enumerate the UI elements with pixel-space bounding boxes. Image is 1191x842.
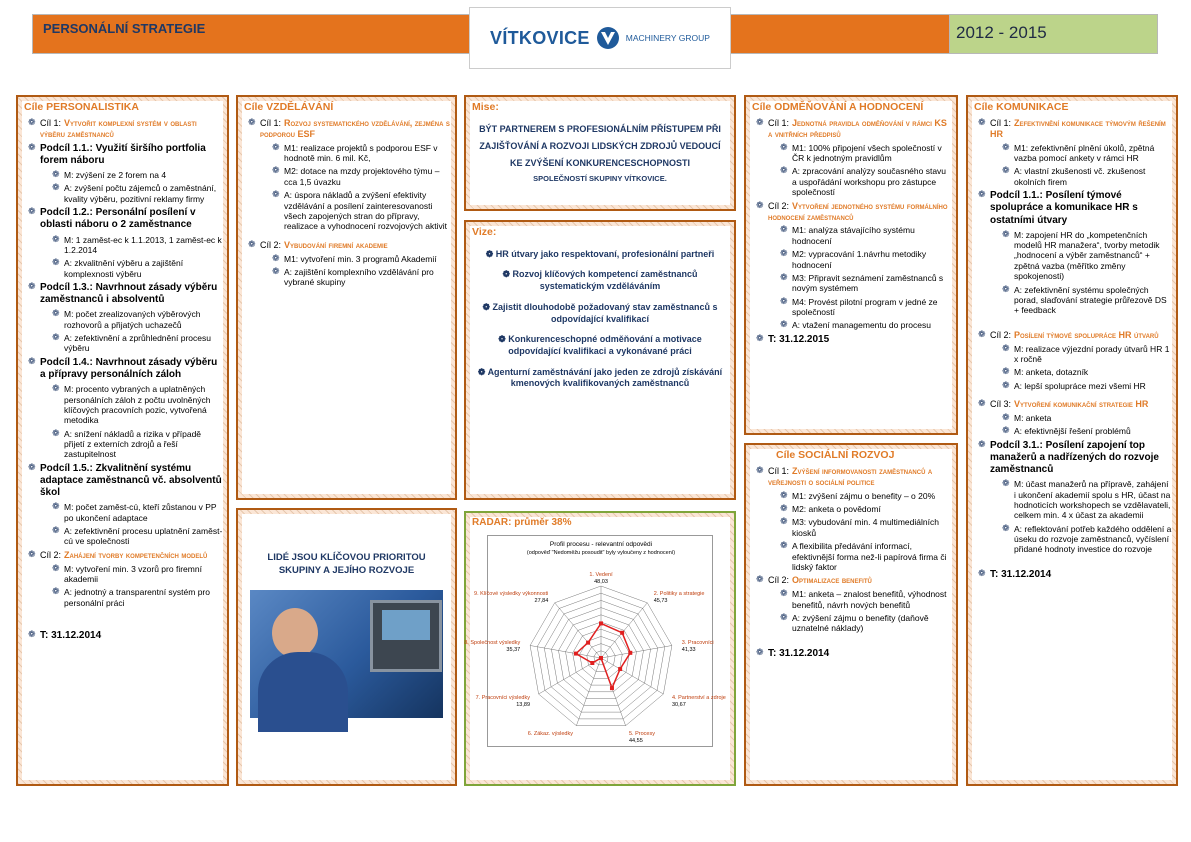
aim: ❁ A: vlastní zkušenosti vč. zkušenost okolních firem [1002, 165, 1146, 187]
bullet-icon: ❁ [780, 224, 788, 235]
bullet-icon: ❁ [780, 588, 788, 599]
aim: ❁ A: efektivnější řešení problémů [1002, 425, 1131, 437]
radar-point [590, 661, 594, 665]
bullet-icon: ❁ [272, 265, 280, 276]
bullet-icon: ❁ [52, 257, 60, 268]
goal-3: ❁ Cíl 3: Vytvoření komunikační strategie HR [978, 398, 1149, 410]
bullet-icon: ❁ [52, 586, 60, 597]
header-title: PERSONÁLNÍ STRATEGIE [43, 21, 206, 36]
goal-2: ❁ Cíl 2: Posílení týmové spolupráce HR útvarů [978, 328, 1159, 340]
bullet-icon: ❁ [28, 629, 36, 640]
goal-1: ❁ Cíl 1: Zvýšení informovanosti zaměstnanců a veřejnosti o sociální politice [756, 464, 933, 487]
aim: ❁ A: jednotný a transparentní systém pro personální práci [52, 586, 210, 608]
goal-1: ❁ Cíl 1: Jednotná pravidla odměňování v rámci KS a vnitřních předpisů [756, 116, 947, 139]
radar-axis [601, 603, 647, 658]
bullet-icon: ❁ [1002, 342, 1010, 353]
goal-1: ❁ Cíl 1: Vytvořit komplexní systém v oblasti výběru zaměstnanců [28, 116, 197, 139]
box-title: RADAR: průměr 38% [472, 517, 572, 528]
bullet-icon: ❁ [978, 189, 986, 200]
box-komunikace [966, 95, 1178, 786]
aim: ❁ A: zpracování analýzy současného stavu a uspořádání workshopu pro zástupce společností [780, 165, 947, 198]
header-bar [32, 14, 1158, 54]
measure: ❁ M3: Připravit seznámení zaměstnanců s novým systémem [780, 271, 944, 294]
bullet-icon: ❁ [52, 233, 60, 244]
bullet-icon: ❁ [978, 116, 986, 127]
bullet-icon: ❁ [756, 464, 764, 475]
goal-2: ❁ Cíl 2: Vybudování firemní akademie [248, 238, 388, 250]
measure: ❁ M1: analýza stávajícího systému hodnocení [780, 224, 915, 246]
vision-item: ❁ Konkurenceschopné odměňování a motivace odpovídající kvalifikaci a vykonávané práci [498, 334, 702, 356]
bullet-icon: ❁ [52, 427, 60, 438]
bullet-icon: ❁ [477, 366, 488, 377]
subgoal-1-5: ❁ Podcíl 1.5.: Zkvalitnění systému adaptace zaměstnanců vč. absolventů škol [28, 461, 222, 499]
measure: ❁ M: realizace výjezdní porady útvarů HR 1 x ročně [1002, 342, 1170, 364]
measure: ❁ M: procento vybraných a uplatněných personálních záloh z počtu uvolněných klíčových pracovních pozic, vytvořená metodika [52, 383, 211, 426]
bullet-icon: ❁ [248, 116, 256, 127]
bullet-icon: ❁ [1002, 522, 1010, 533]
mise-text: BÝT PARTNEREM S PROFESIONÁLNÍM PŘÍSTUPEM PŘI ZAJIŠŤOVÁNÍ A ROZVOJI LIDSKÝCH ZDROJŮ VEDOUCÍ KE ZVÝŠENÍ KONKURENCESCHOPNOSTI SPOLEČNOSTÍ SKUPINY VÍTKOVICE. [479, 124, 721, 184]
box-title: Cíle VZDĚLÁVÁNÍ [244, 101, 334, 113]
measure: ❁ M: počet zaměst-cú, kteří zůstanou v PP po ukončení adaptace [52, 501, 217, 523]
goal-1: ❁ Cíl 1: Rozvoj systematického vzdělávání, zejména s podporou ESF [248, 116, 450, 139]
aim: ❁ A: úspora nákladů a zvýšení efektivity vzdělávání a posílení zainteresovanosti všech zapojených stran do přípravy, realizace a vyhodnocení rozvojových aktivit [272, 189, 447, 232]
bullet-icon: ❁ [756, 646, 764, 657]
radar-chart [464, 535, 726, 747]
box-title: Cíle PERSONALISTIKA [24, 101, 139, 113]
measure: ❁ M2: anketa o povědomí [780, 503, 881, 515]
radar-point [574, 652, 578, 656]
measure: ❁ M1: zefektivnění plnění úkolů, zpětná vazba pomocí ankety v rámci HR [1002, 141, 1155, 164]
radar-category-label: 9. Klíčové výsledky výkonnosti [474, 591, 549, 598]
bullet-icon: ❁ [756, 574, 764, 585]
measure: ❁ M3: vybudování min. 4 multimediálních kiosků [780, 516, 939, 538]
bullet-icon: ❁ [28, 355, 36, 366]
bullet-icon: ❁ [756, 332, 764, 343]
subgoal-1-1: ❁ Podcíl 1.1.: Posílení týmové spolupráce a komunikace HR s ostatními útvary [978, 189, 1138, 226]
bullet-icon: ❁ [272, 252, 280, 263]
bullet-icon: ❁ [1002, 141, 1010, 152]
bullet-icon: ❁ [780, 516, 788, 527]
radar-category-label: 7. Pracovníci výsledky [475, 695, 530, 701]
bullet-icon: ❁ [1002, 478, 1010, 489]
radar-value-label: 13,89 [516, 702, 530, 708]
aim: ❁ A: zefektivnění procesu uplatnění zaměst-cú ve společnosti [52, 524, 223, 547]
radar-point [599, 656, 603, 660]
aim: ❁ A: zajištění komplexního vzdělávání pro vybrané skupiny [272, 265, 434, 288]
subgoal-1-1: ❁ Podcíl 1.1.: Využití širšího portfolia forem náboru [28, 141, 206, 166]
aim: ❁ A: zvýšení počtu zájemců o zaměstnání, kvality výběru, pozitivní reklamy firmy [52, 182, 217, 204]
bullet-icon: ❁ [978, 328, 986, 339]
aim: ❁ A: snížení nákladů a rizika v případě přijetí z externích zdrojů a řeší zastupitelnost [52, 427, 202, 460]
bullet-icon: ❁ [28, 461, 36, 472]
bullet-icon: ❁ [248, 238, 256, 249]
bullet-icon: ❁ [482, 301, 493, 312]
box-title: Vize: [472, 226, 497, 238]
photo-screen [382, 610, 430, 640]
aim: ❁ A flexibilita předávání informací, efektivnější forma než-li papírová firma či lidský faktor [780, 540, 947, 572]
term: ❁ T: 31.12.2014 [28, 629, 102, 642]
bullet-icon: ❁ [780, 248, 788, 259]
bullet-icon: ❁ [780, 271, 788, 282]
radar-axis [601, 645, 672, 658]
bullet-icon: ❁ [52, 524, 60, 535]
bullet-icon: ❁ [52, 169, 60, 180]
bullet-icon: ❁ [28, 281, 36, 291]
box-personalistika [16, 95, 229, 786]
bullet-icon: ❁ [1002, 411, 1010, 422]
radar-point [610, 686, 614, 690]
bullet-icon: ❁ [780, 295, 788, 306]
box-title: Cíle ODMĚŇOVÁNÍ A HODNOCENÍ [752, 101, 924, 113]
bullet-icon: ❁ [1002, 283, 1010, 294]
box-radar [464, 511, 736, 786]
aim: ❁ A: zefektivnění a zprůhlednění procesu výběru [52, 332, 211, 354]
box-vzdelavani [236, 95, 457, 500]
radar-value-label: 45,73 [653, 598, 668, 605]
measure: ❁ M1: vytvoření min. 3 programů Akademií [272, 252, 437, 264]
measure: ❁ M1: 100% připojení všech společností v ČR k jednotným pravidlům [780, 141, 942, 164]
bullet-icon: ❁ [780, 503, 788, 514]
box-vize [464, 220, 736, 500]
header-years: 2012 - 2015 [949, 15, 1157, 53]
photo-body [258, 652, 348, 732]
radar-value-label: 30,67 [672, 702, 686, 708]
radar-point [586, 641, 590, 645]
bullet-icon: ❁ [780, 319, 788, 330]
measure: ❁ M: 1 zaměst-ec k 1.1.2013, 1 zaměst-ec k 1.2.2014 [52, 233, 222, 255]
vision-item: ❁ Zajistit dlouhodobě požadovaný stav zaměstnanců s odpovídající kvalifikací [482, 301, 718, 324]
bullet-icon: ❁ [485, 248, 496, 259]
bullet-icon: ❁ [498, 334, 509, 345]
bullet-icon: ❁ [756, 116, 764, 127]
worker-photo [250, 590, 443, 718]
subgoal-1-3: ❁ Podcíl 1.3.: Navrhnout zásady výběru zaměstnanců i absolventů [28, 281, 218, 306]
radar-point [628, 651, 632, 655]
bullet-icon: ❁ [52, 501, 60, 512]
radar-point [620, 631, 624, 635]
radar-category-label: 2. Politiky a strategie [653, 591, 705, 598]
priority-text: LIDÉ JSOU KLÍČOVOU PRIORITOU SKUPINY A JEJÍHO ROZVOJE [267, 552, 426, 576]
radar-category-label: 5. Procesy [629, 731, 655, 738]
radar-point [599, 621, 603, 625]
bullet-icon: ❁ [28, 548, 36, 559]
bullet-icon: ❁ [28, 206, 36, 217]
radar-category-label: 6. Zákaz. výsledky [527, 731, 573, 738]
bullet-icon: ❁ [978, 438, 986, 449]
bullet-icon: ❁ [780, 540, 788, 551]
radar-category-label: 1. Vedení [589, 572, 613, 578]
measure: ❁ M1: realizace projektů s podporou ESF v hodnotě min. 6 mil. Kč, [272, 141, 438, 164]
bullet-icon: ❁ [52, 308, 60, 319]
bullet-icon: ❁ [780, 165, 788, 176]
subgoal-1-4: ❁ Podcíl 1.4.: Navrhnout zásady výběru a přípravy personálních záloh [28, 355, 218, 380]
box-title: Cíle SOCIÁLNÍ ROZVOJ [776, 449, 895, 461]
box-title: Cíle KOMUNIKACE [974, 101, 1069, 113]
box-priority [236, 508, 457, 786]
bullet-icon: ❁ [272, 189, 280, 200]
measure: ❁ M1: zvýšení zájmu o benefity – o 20% [780, 489, 936, 501]
chart-subtitle: (odpověď "Nedoměžu posoudit" byly vyloučeny z hodnocení) [526, 550, 676, 556]
measure: ❁ M: zapojení HR do „kompetenčních modelů HR manažera“, tvorby metodik „hodnocení a výběr zaměstnanců“ + zpětná vazba (měřítko změny spokojenosti) [1002, 228, 1160, 282]
vision-item: ❁ Agenturní zaměstnávání jako jeden ze zdrojů získávání kmenových kvalifikovaných zaměstnanců [477, 366, 723, 389]
bullet-icon: ❁ [52, 332, 60, 343]
radar-value-label: 27,84 [534, 598, 549, 605]
term: ❁ T: 31.12.2014 [978, 567, 1052, 580]
aim: ❁ A: reflektování potřeb každého oddělení a úseku do rozvoje zaměstnanců, vyčíslení přidané hodnoty investice do rozvoje [1002, 522, 1172, 555]
measure: ❁ M4: Provést pilotní program v jedné ze společností [780, 295, 938, 317]
company-logo [469, 7, 731, 69]
bullet-icon: ❁ [978, 567, 986, 578]
radar-category-label: 4. Partnerství a zdroje [672, 695, 726, 701]
bullet-icon: ❁ [28, 116, 36, 127]
aim: ❁ A: lepší spolupráce mezi všemi HR [1002, 379, 1146, 391]
measure: ❁ M: vytvoření min. 3 vzorů pro firemní akademii [52, 562, 202, 585]
bullet-icon: ❁ [1002, 228, 1010, 239]
bullet-icon: ❁ [1002, 366, 1010, 377]
goal-2: ❁ Cíl 2: Vytvoření jednotného systému formálního hodnocení zaměstnanců [756, 199, 948, 222]
logo-main-text: VÍTKOVICE [490, 27, 590, 48]
chart-title: Profil procesu - relevantní odpovědi [549, 541, 653, 548]
measure: ❁ M: počet zrealizovaných výběrových rozhovorů a přijatých uchazečů [52, 308, 201, 330]
term: ❁ T: 31.12.2015 [756, 332, 830, 345]
bullet-icon: ❁ [780, 611, 788, 622]
bullet-icon: ❁ [502, 269, 513, 280]
bullet-icon: ❁ [1002, 165, 1010, 176]
aim: ❁ A: zefektivnění systému společných porad, slaďování strategie průřezově DS + feedback [1002, 283, 1167, 316]
vision-item: ❁ HR útvary jako respektovaní, profesionální partneři [485, 248, 715, 259]
radar-value-label: 48,03 [594, 579, 608, 585]
bullet-icon: ❁ [756, 199, 764, 210]
box-odmenovani [744, 95, 958, 435]
aim: ❁ A: zvýšení zájmu o benefity (daňově uznatelné náklady) [780, 611, 929, 634]
goal-2: ❁ Cíl 2: Zahájení tvorby kompetenčních modelů [28, 548, 208, 560]
vision-item: ❁ Rozvoj klíčových kompetencí zaměstnanců systematickým vzděláváním [502, 269, 698, 292]
bullet-icon: ❁ [52, 562, 60, 573]
subgoal-1-2: ❁ Podcíl 1.2.: Personální posílení v oblasti náboru o 2 zaměstnance [28, 206, 196, 231]
box-title: Mise: [472, 101, 499, 113]
box-mise [464, 95, 736, 211]
box-socialni [744, 443, 958, 786]
term: ❁ T: 31.12.2014 [756, 646, 830, 659]
bullet-icon: ❁ [1002, 425, 1010, 436]
aim: ❁ A: vtažení managementu do procesu [780, 319, 931, 331]
radar-value-label: 41,33 [681, 646, 696, 653]
bullet-icon: ❁ [1002, 379, 1010, 390]
radar-category-label: 3. Pracovníci [681, 639, 714, 646]
radar-axis [555, 603, 601, 658]
subgoal-3-1: ❁ Podcíl 3.1.: Posílení zapojení top manažerů a nadřízených do rozvoje zaměstnanců [978, 438, 1159, 476]
radar-value-label: 35,37 [506, 646, 521, 653]
logo-sub-text: MACHINERY GROUP [625, 33, 710, 43]
measure: ❁ M2: vypracování 1.návrhu metodiky hodnocení [780, 248, 927, 270]
goal-1: ❁ Cíl 1: Zefektivnění komunikace týmovým řešením HR [978, 116, 1166, 139]
logo-emblem-icon [596, 26, 620, 50]
measure: ❁ M1: anketa – znalost benefitů, výhodnost benefitů, návrh nových benefitů [780, 588, 947, 610]
photo-head [272, 608, 318, 658]
aim: ❁ A: zkvalitnění výběru a zajištění komplexnosti výběru [52, 257, 184, 279]
radar-axis [530, 645, 601, 658]
bullet-icon: ❁ [52, 383, 60, 394]
measure: ❁ M: zvýšení ze 2 forem na 4 [52, 169, 167, 181]
bullet-icon: ❁ [272, 141, 280, 152]
bullet-icon: ❁ [272, 165, 280, 176]
measure: ❁ M: anketa, dotazník [1002, 366, 1089, 378]
radar-value-label: 44,55 [629, 738, 643, 745]
measure: ❁ M: anketa [1002, 411, 1052, 423]
measure: ❁ M: účast manažerů na přípravě, zahájení i ukončení akademií spolu s HR, účast na hodnoticích workshopech se vzdělavateli, celkem min. 4 x účast za akademii [1002, 478, 1171, 521]
bullet-icon: ❁ [780, 489, 788, 500]
goal-2: ❁ Cíl 2: Optimalizace benefitů [756, 574, 872, 586]
bullet-icon: ❁ [52, 182, 60, 193]
radar-point [618, 667, 622, 671]
bullet-icon: ❁ [978, 398, 986, 409]
bullet-icon: ❁ [780, 141, 788, 152]
bullet-icon: ❁ [28, 141, 36, 152]
measure: ❁ M2: dotace na mzdy projektového týmu – cca 1,5 úvazku [272, 165, 440, 187]
radar-category-label: 8. Společnost výsledky [464, 639, 521, 646]
